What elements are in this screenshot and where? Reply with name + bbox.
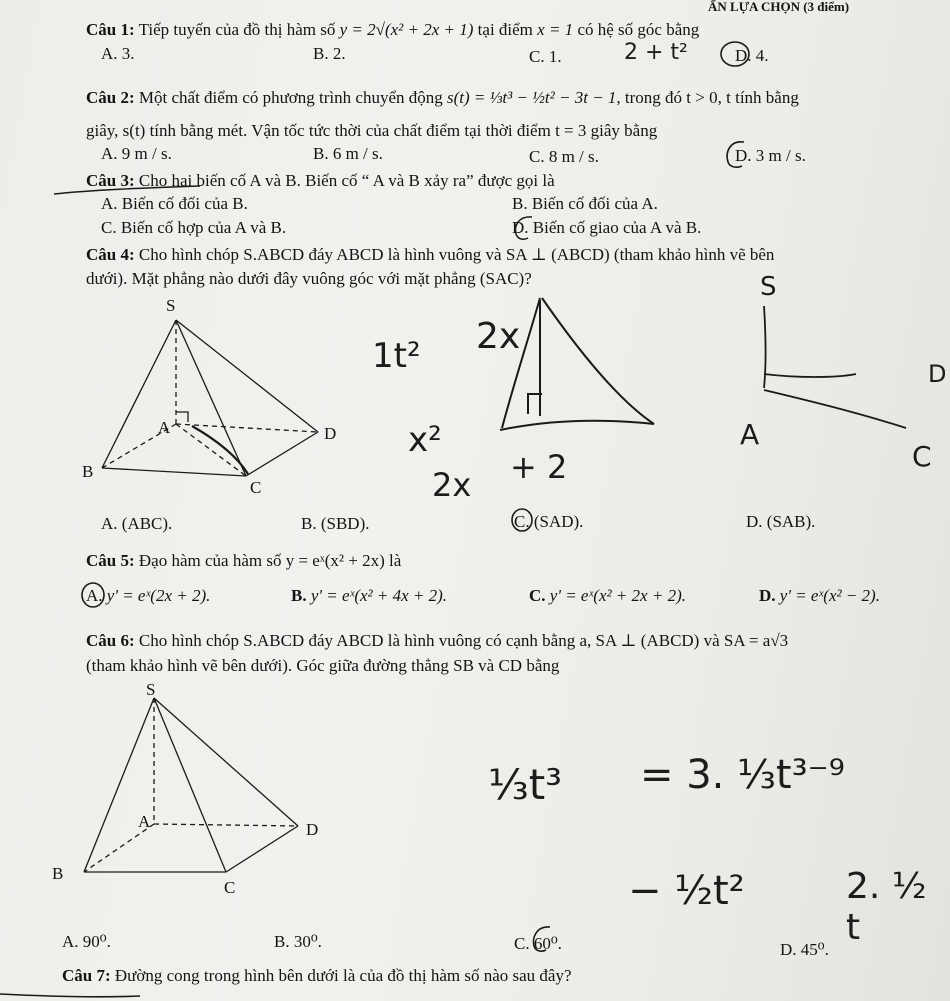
q3-option-c[interactable]: C. Biến cố hợp của A và B. [101, 218, 287, 237]
q6-label-d: D [306, 820, 319, 839]
q1-option-a[interactable]: A. 3. [101, 44, 135, 63]
q1-function: y = 2√(x² + 2x + 1) [339, 20, 474, 39]
handwritten-bottom-3: − ½t² [628, 868, 745, 914]
question-1-stem: Câu 1: Tiếp tuyến của đồ thị hàm số y = 2√(x² + 2x + 1) tại điểm x = 1 có hệ số góc bằng [86, 20, 700, 39]
q2-option-b[interactable]: B. 6 m / s. [313, 144, 383, 163]
handwritten-work-1: 1t² [372, 336, 421, 376]
handwritten-label-a: A [740, 418, 760, 451]
q5-option-d[interactable]: D. y' = eˣ(x² − 2). [759, 586, 880, 605]
q6-label-b: B [52, 864, 64, 883]
circle-mark-q2 [722, 138, 752, 170]
q3-option-a[interactable]: A. Biến cố đối của B. [101, 194, 248, 213]
handwritten-work-3: x² [408, 420, 442, 460]
q4-label-a: A [158, 418, 171, 437]
question-4-line2: dưới). Mặt phẳng nào dưới đây vuông góc với mặt phẳng (SAC)? [86, 269, 532, 288]
handwritten-triangle-sketch [498, 290, 658, 450]
q1-option-c[interactable]: C. 1. [529, 47, 562, 66]
q6-label-c: C [224, 878, 236, 897]
circle-mark-q3 [512, 214, 538, 242]
q4-label-b: B [82, 462, 94, 481]
q5-option-b[interactable]: B. y' = eˣ(x² + 4x + 2). [291, 586, 448, 605]
handwritten-work-5: 2x [432, 466, 472, 504]
question-6-line2: (tham khảo hình vẽ bên dưới). Góc giữa đường thẳng SB và CD bằng [86, 656, 560, 675]
section-title: ẤN LỰA CHỌN (3 điểm) [708, 0, 850, 14]
handwritten-note-q1: 2 + t² [624, 40, 688, 65]
question-2-line2: giây, s(t) tính bằng mét. Vận tốc tức thời của chất điểm tại thời điểm t = 3 giây bằng [86, 121, 658, 140]
q4-option-a[interactable]: A. (ABC). [101, 514, 173, 533]
question-2-stem: Câu 2: Một chất điểm có phương trình chuyển động s(t) = ⅓t³ − ½t² − 3t − 1, trong đó t > 0, t tính bằng [86, 88, 799, 107]
q6-option-c[interactable]: C. 60⁰. [514, 934, 562, 953]
handwritten-label-c: C [912, 440, 932, 473]
circle-mark-q1 [718, 38, 754, 70]
handwritten-bottom-2: = 3. ⅓t³⁻⁹ [640, 752, 845, 798]
q4-label-s: S [166, 296, 176, 315]
q4-option-d[interactable]: D. (SAB). [746, 512, 816, 531]
q6-option-b[interactable]: B. 30⁰. [274, 932, 322, 951]
handwritten-work-4: + 2 [510, 448, 568, 486]
question-5-stem: Câu 5: Đạo hàm của hàm số y = eˣ(x² + 2x) là [86, 551, 402, 570]
question-3-stem: Câu 3: Cho hai biến cố A và B. Biến cố “ A và B xảy ra” được gọi là [86, 171, 555, 190]
q2-function: s(t) = ⅓t³ − ½t² − 3t − 1 [447, 88, 617, 107]
pyramid-figure-q4 [80, 300, 350, 500]
q6-option-d[interactable]: D. 45⁰. [780, 940, 829, 959]
circle-mark-q4 [510, 506, 536, 534]
q6-label-s: S [146, 680, 156, 699]
circle-mark-q6 [530, 924, 556, 954]
q2-option-a[interactable]: A. 9 m / s. [101, 144, 172, 163]
q1-option-b[interactable]: B. 2. [313, 44, 346, 63]
q4-option-b[interactable]: B. (SBD). [301, 514, 370, 533]
handwritten-work-2: 2x [476, 316, 521, 357]
question-6-stem: Câu 6: Cho hình chóp S.ABCD đáy ABCD là hình vuông có cạnh bằng a, SA ⊥ (ABCD) và SA = a√3 [86, 631, 789, 650]
q6-option-a[interactable]: A. 90⁰. [62, 932, 111, 951]
question-4-stem: Câu 4: Cho hình chóp S.ABCD đáy ABCD là hình vuông và SA ⊥ (ABCD) (tham khảo hình vẽ bên [86, 245, 775, 264]
circle-mark-q5 [80, 580, 108, 610]
handwritten-bottom-1: ⅓t³ [488, 760, 563, 809]
q4-label-c: C [250, 478, 262, 497]
question-7-stem: Câu 7: Đường cong trong hình bên dưới là của đồ thị hàm số nào sau đây? [62, 966, 572, 985]
handwritten-label-d: D [928, 360, 947, 388]
handwritten-bottom-4: 2. ½ t [846, 866, 927, 948]
q1-option-d[interactable]: D. 4. [735, 46, 769, 65]
q2-option-d[interactable]: D. 3 m / s. [735, 146, 806, 165]
q3-option-d[interactable]: D. Biến cố giao của A và B. [512, 218, 702, 237]
q3-option-b[interactable]: B. Biến cố đối của A. [512, 194, 658, 213]
underline-mark-q7 [0, 986, 150, 1000]
q5-option-a[interactable]: A. y' = eˣ(2x + 2). [86, 586, 211, 605]
q4-label-d: D [324, 424, 337, 443]
q2-option-c[interactable]: C. 8 m / s. [529, 147, 599, 166]
q4-option-c[interactable]: C. (SAD). [514, 512, 584, 531]
q5-option-c[interactable]: C. y' = eˣ(x² + 2x + 2). [529, 586, 686, 605]
pyramid-figure-q6 [70, 676, 330, 886]
handwritten-label-s: S [760, 272, 777, 302]
q6-label-a: A [138, 812, 151, 831]
